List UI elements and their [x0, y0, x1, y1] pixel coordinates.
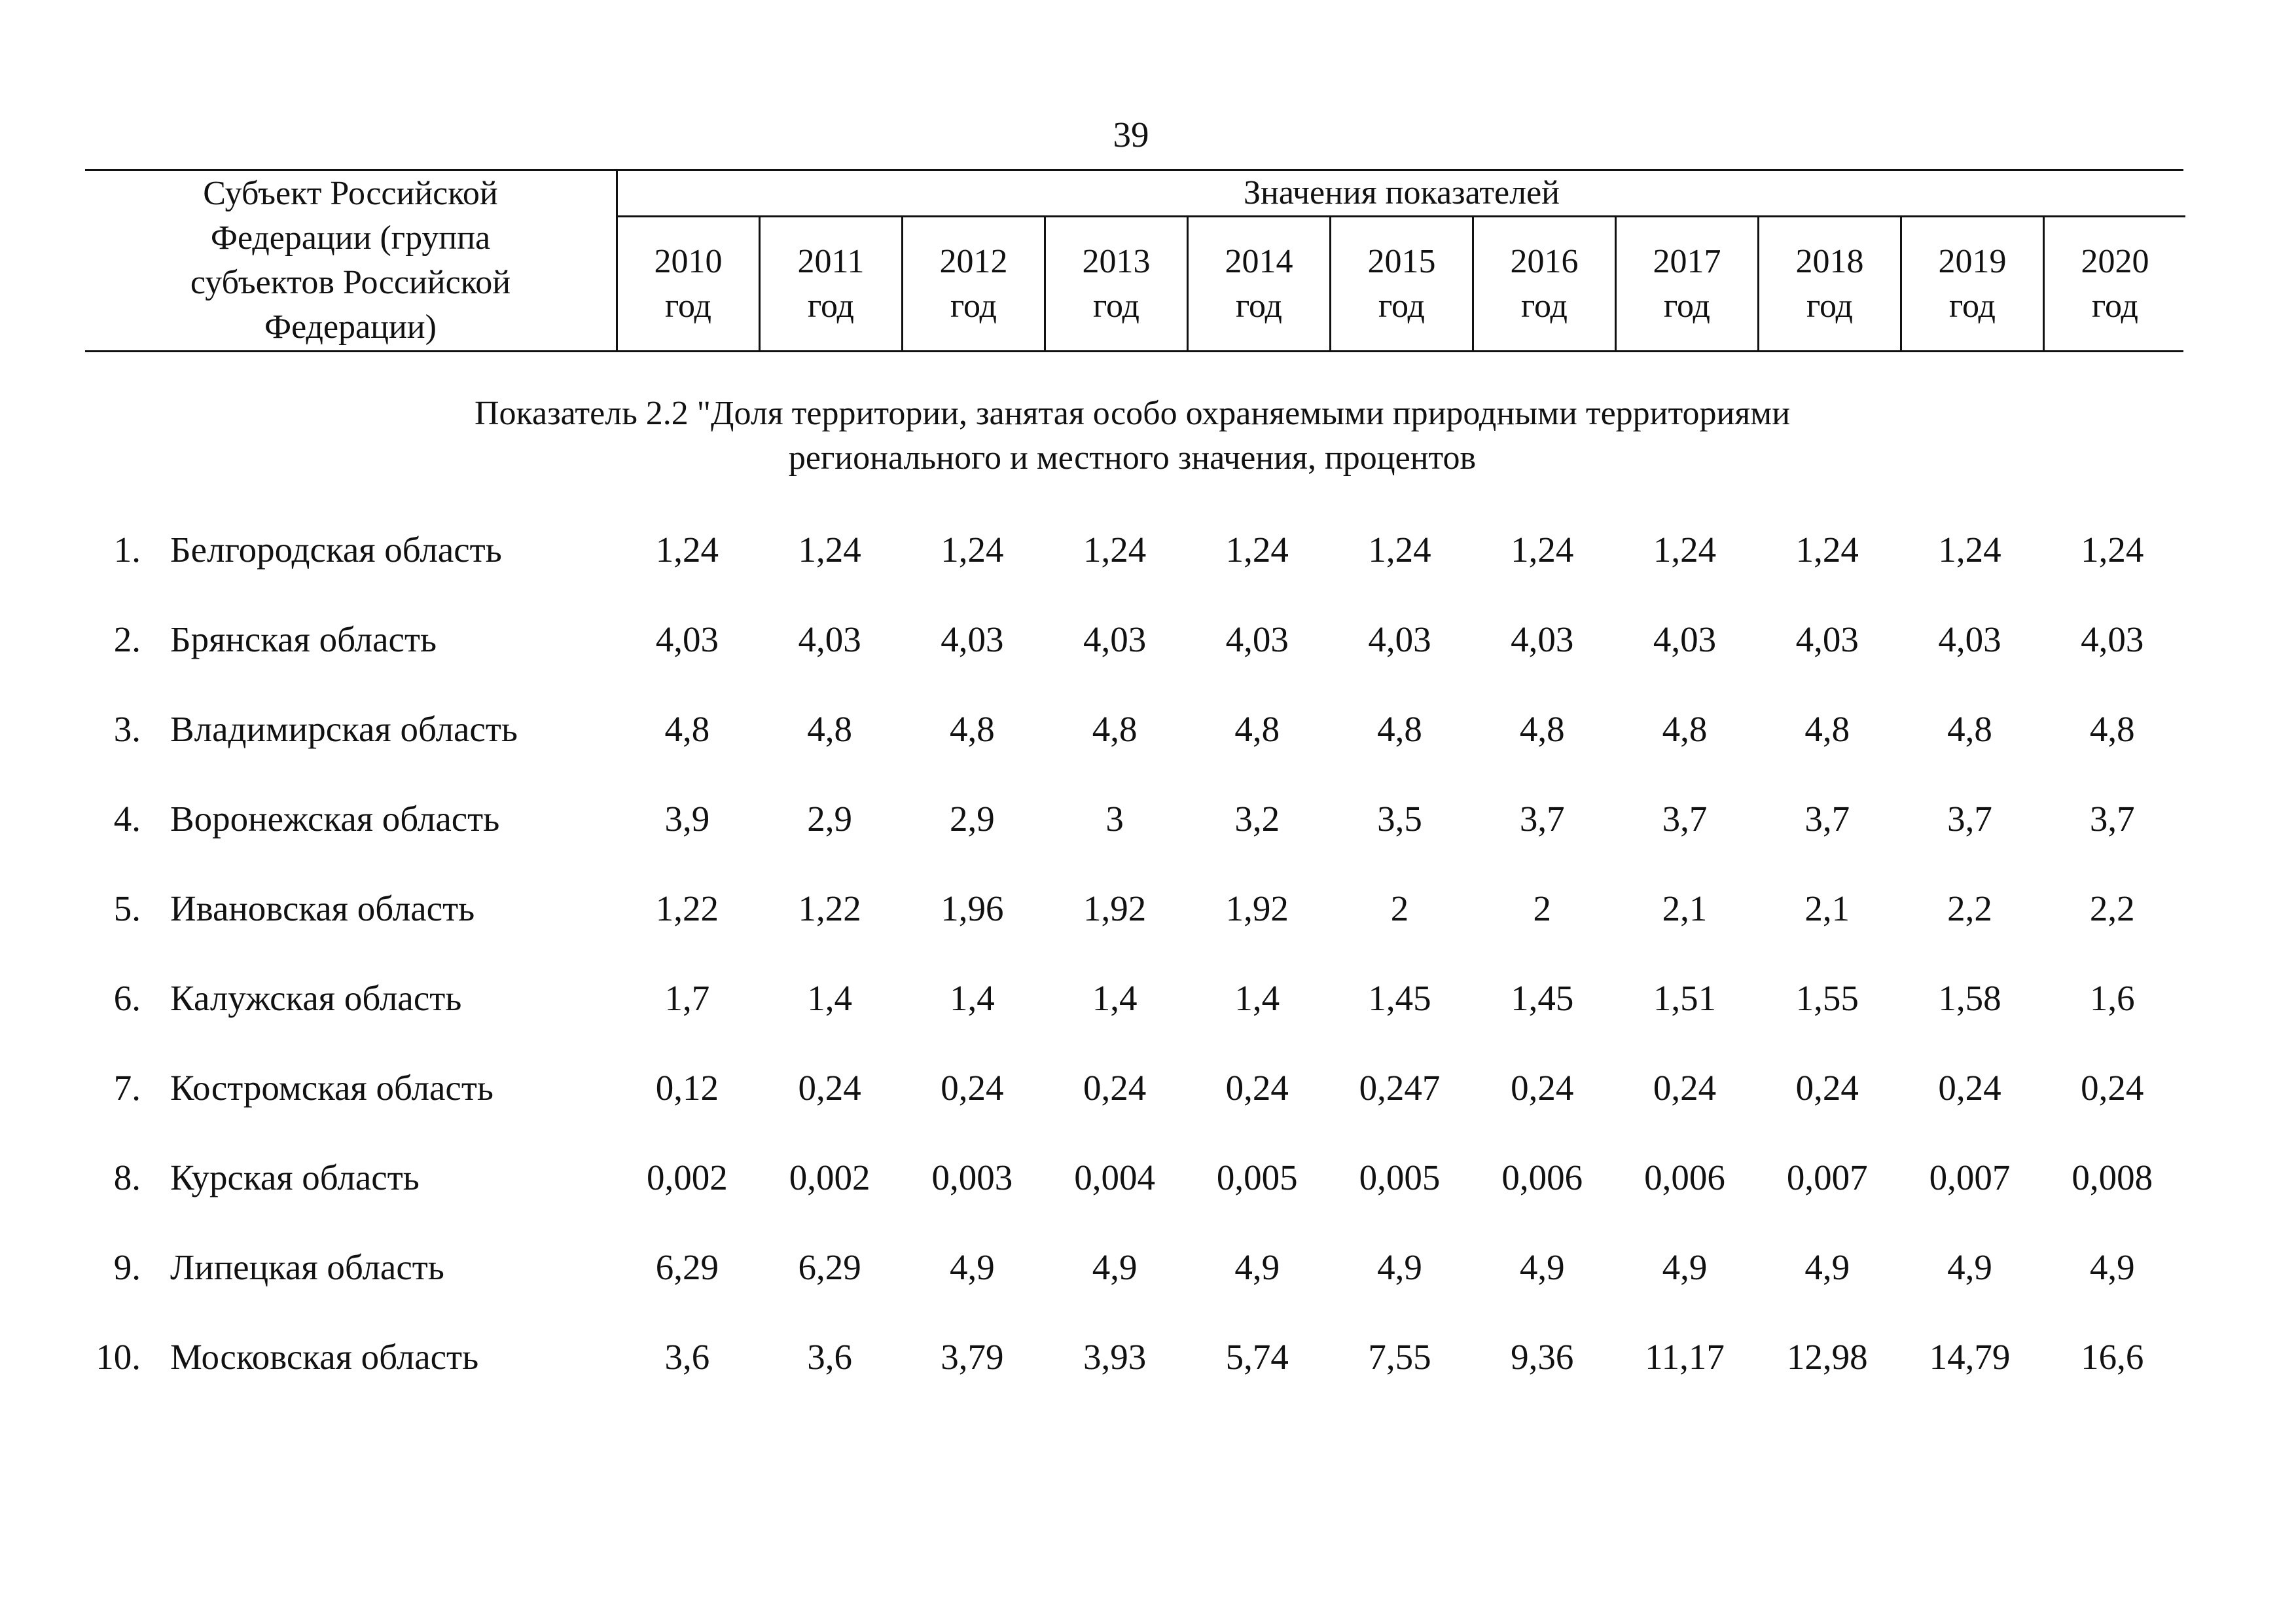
value-cell: 0,004	[1074, 1158, 1155, 1197]
value-cell: 3,7	[1519, 799, 1565, 839]
value-cell: 1,24	[1368, 530, 1431, 570]
value-cell: 3,7	[1804, 799, 1850, 839]
value-cell: 1,24	[1653, 530, 1717, 570]
value-cell: 3,9	[664, 799, 710, 839]
value-cell: 3,93	[1083, 1337, 1147, 1377]
value-cell: 1,45	[1511, 978, 1574, 1018]
value-cell: 4,03	[655, 619, 719, 659]
row-number: 9.	[113, 1247, 141, 1287]
region-name: Костромская область	[170, 1068, 493, 1108]
value-cell: 4,03	[1653, 619, 1717, 659]
year-header-cell	[901, 217, 1044, 350]
value-cell: 1,58	[1938, 978, 2001, 1018]
value-cell: 0,006	[1501, 1158, 1583, 1197]
value-cell: 2,9	[807, 799, 852, 839]
row-values	[616, 971, 2183, 1026]
row-number: 1.	[113, 530, 141, 570]
year-header-cell	[1900, 217, 2043, 350]
value-cell: 4,8	[1377, 709, 1422, 749]
value-cell: 0,24	[1083, 1068, 1147, 1108]
region-name: Московская область	[170, 1337, 479, 1377]
value-cell: 4,03	[1225, 619, 1289, 659]
value-cell: 3,7	[2089, 799, 2135, 839]
value-cell: 1,24	[1938, 530, 2001, 570]
value-cell: 1,4	[1234, 978, 1280, 1018]
value-cell: 1,92	[1225, 888, 1289, 928]
value-cell: 4,9	[1377, 1247, 1422, 1287]
value-cell: 3,5	[1377, 799, 1422, 839]
values-header-title: Значения показателей	[618, 171, 2185, 217]
value-cell: 1,24	[1083, 530, 1147, 570]
year-label: 2015	[1367, 242, 1436, 280]
value-cell: 3,6	[664, 1337, 710, 1377]
value-cell: 0,005	[1359, 1158, 1441, 1197]
value-cell: 1,4	[949, 978, 995, 1018]
value-cell: 0,24	[798, 1068, 861, 1108]
value-cell: 16,6	[2081, 1337, 2144, 1377]
value-cell: 1,24	[655, 530, 719, 570]
value-cell: 0,007	[1786, 1158, 1868, 1197]
value-cell: 3,2	[1234, 799, 1280, 839]
value-cell: 4,9	[1662, 1247, 1708, 1287]
table-row	[85, 1150, 2183, 1240]
row-values	[616, 1150, 2183, 1205]
value-cell: 1,24	[1511, 530, 1574, 570]
year-suffix: год	[1236, 287, 1282, 325]
value-cell: 2,1	[1662, 888, 1708, 928]
value-cell: 0,12	[655, 1068, 719, 1108]
value-cell: 1,7	[664, 978, 710, 1018]
value-cell: 0,24	[1511, 1068, 1574, 1108]
year-suffix: год	[1664, 287, 1710, 325]
value-cell: 4,9	[1947, 1247, 1992, 1287]
row-values	[616, 1240, 2183, 1295]
value-cell: 4,03	[1368, 619, 1431, 659]
row-values	[616, 792, 2183, 847]
year-suffix: год	[950, 287, 997, 325]
value-cell: 4,9	[1092, 1247, 1138, 1287]
value-cell: 1,92	[1083, 888, 1147, 928]
value-cell: 2,2	[2089, 888, 2135, 928]
table-row	[85, 612, 2183, 702]
value-cell: 2	[1390, 888, 1409, 928]
table-row	[85, 1330, 2183, 1419]
value-cell: 0,002	[789, 1158, 870, 1197]
year-header-cell	[1329, 217, 1472, 350]
year-header-cell	[2043, 217, 2185, 350]
value-cell: 3	[1105, 799, 1124, 839]
value-cell: 2,1	[1804, 888, 1850, 928]
year-header-cell	[618, 217, 759, 350]
value-cell: 4,9	[1234, 1247, 1280, 1287]
subject-header-line: Субъект Российской	[203, 175, 498, 212]
year-suffix: год	[2092, 287, 2138, 325]
row-number: 5.	[113, 888, 141, 928]
year-suffix: год	[808, 287, 854, 325]
value-cell: 0,24	[1938, 1068, 2001, 1108]
value-cell: 14,79	[1929, 1337, 2011, 1377]
value-cell: 4,9	[949, 1247, 995, 1287]
row-number: 7.	[113, 1068, 141, 1108]
row-number: 6.	[113, 978, 141, 1018]
value-cell: 1,4	[1092, 978, 1138, 1018]
value-cell: 1,24	[798, 530, 861, 570]
year-suffix: год	[1521, 287, 1568, 325]
value-cell: 0,24	[941, 1068, 1004, 1108]
value-cell: 0,24	[2081, 1068, 2144, 1108]
indicator-title-line: Показатель 2.2 "Доля территории, занятая особо охраняемыми природными территориями	[474, 395, 1791, 432]
value-cell: 3,7	[1947, 799, 1992, 839]
table-row	[85, 881, 2183, 971]
year-suffix: год	[1949, 287, 1996, 325]
year-header-cell	[1472, 217, 1615, 350]
value-cell: 4,8	[807, 709, 852, 749]
value-cell: 6,29	[798, 1247, 861, 1287]
value-cell: 1,24	[941, 530, 1004, 570]
values-header-block	[616, 171, 2185, 350]
table-row	[85, 702, 2183, 792]
year-header-cell	[1615, 217, 1757, 350]
table-row	[85, 522, 2183, 612]
row-number: 3.	[113, 709, 141, 749]
year-header-cell	[1757, 217, 1900, 350]
value-cell: 4,8	[1234, 709, 1280, 749]
row-number: 10.	[96, 1337, 141, 1377]
year-label: 2011	[797, 242, 865, 280]
value-cell: 3,79	[941, 1337, 1004, 1377]
value-cell: 1,55	[1795, 978, 1859, 1018]
value-cell: 4,03	[798, 619, 861, 659]
year-label: 2010	[654, 242, 723, 280]
subject-header-line: Федерации)	[264, 308, 437, 346]
value-cell: 3,6	[807, 1337, 852, 1377]
value-cell: 7,55	[1368, 1337, 1431, 1377]
year-suffix: год	[1093, 287, 1139, 325]
value-cell: 1,22	[655, 888, 719, 928]
value-cell: 0,002	[646, 1158, 728, 1197]
table-row	[85, 792, 2183, 881]
value-cell: 2	[1533, 888, 1552, 928]
value-cell: 6,29	[655, 1247, 719, 1287]
row-values	[616, 522, 2183, 577]
value-cell: 0,008	[2072, 1158, 2153, 1197]
subject-header-line: субъектов Российской	[190, 264, 511, 301]
year-suffix: год	[1806, 287, 1853, 325]
value-cell: 0,24	[1225, 1068, 1289, 1108]
year-suffix: год	[665, 287, 711, 325]
data-table-body	[85, 522, 2183, 1419]
row-values	[616, 612, 2183, 667]
value-cell: 0,006	[1644, 1158, 1725, 1197]
region-name: Липецкая область	[170, 1247, 444, 1287]
value-cell: 4,03	[1938, 619, 2001, 659]
year-header-cell	[1044, 217, 1187, 350]
value-cell: 4,8	[1947, 709, 1992, 749]
region-name: Ивановская область	[170, 888, 475, 928]
region-name: Владимирская область	[170, 709, 518, 749]
year-label: 2020	[2081, 242, 2149, 280]
region-name: Курская область	[170, 1158, 420, 1197]
year-header-cell	[759, 217, 901, 350]
year-label: 2019	[1938, 242, 2007, 280]
value-cell: 0,24	[1653, 1068, 1717, 1108]
value-cell: 0,24	[1795, 1068, 1859, 1108]
year-label: 2017	[1653, 242, 1721, 280]
value-cell: 9,36	[1511, 1337, 1574, 1377]
value-cell: 4,9	[1519, 1247, 1565, 1287]
region-name: Брянская область	[170, 619, 437, 659]
subject-column-header	[85, 171, 616, 350]
value-cell: 12,98	[1786, 1337, 1868, 1377]
table-header	[85, 169, 2183, 352]
table-row	[85, 1240, 2183, 1330]
years-header-row	[618, 217, 2185, 350]
row-values	[616, 1330, 2183, 1385]
indicator-title-line: регионального и местного значения, процентов	[788, 439, 1477, 477]
value-cell: 0,003	[931, 1158, 1013, 1197]
value-cell: 11,17	[1645, 1337, 1725, 1377]
value-cell: 1,96	[941, 888, 1004, 928]
value-cell: 0,005	[1216, 1158, 1298, 1197]
value-cell: 1,4	[807, 978, 852, 1018]
value-cell: 1,24	[1225, 530, 1289, 570]
year-label: 2012	[939, 242, 1008, 280]
value-cell: 2,9	[949, 799, 995, 839]
row-number: 4.	[113, 799, 141, 839]
region-name: Белгородская область	[170, 530, 502, 570]
subject-header-line: Федерации (группа	[210, 219, 491, 257]
region-name: Воронежская область	[170, 799, 500, 839]
row-values	[616, 881, 2183, 936]
year-label: 2016	[1510, 242, 1579, 280]
value-cell: 3,7	[1662, 799, 1708, 839]
value-cell: 0,007	[1929, 1158, 2011, 1197]
value-cell: 4,8	[2089, 709, 2135, 749]
value-cell: 2,2	[1947, 888, 1992, 928]
value-cell: 1,22	[798, 888, 861, 928]
value-cell: 4,9	[1804, 1247, 1850, 1287]
region-name: Калужская область	[170, 978, 462, 1018]
value-cell: 1,24	[1795, 530, 1859, 570]
year-suffix: год	[1378, 287, 1425, 325]
year-label: 2018	[1795, 242, 1864, 280]
value-cell: 4,8	[1804, 709, 1850, 749]
value-cell: 4,03	[1511, 619, 1574, 659]
value-cell: 4,03	[2081, 619, 2144, 659]
value-cell: 0,247	[1359, 1068, 1441, 1108]
row-values	[616, 702, 2183, 757]
table-row	[85, 971, 2183, 1061]
value-cell: 4,8	[949, 709, 995, 749]
value-cell: 1,6	[2089, 978, 2135, 1018]
value-cell: 4,8	[664, 709, 710, 749]
value-cell: 4,03	[1083, 619, 1147, 659]
value-cell: 4,03	[1795, 619, 1859, 659]
value-cell: 5,74	[1225, 1337, 1289, 1377]
value-cell: 4,8	[1519, 709, 1565, 749]
row-values	[616, 1061, 2183, 1116]
year-label: 2014	[1225, 242, 1293, 280]
table-row	[85, 1061, 2183, 1150]
value-cell: 4,8	[1662, 709, 1708, 749]
row-number: 2.	[113, 619, 141, 659]
row-number: 8.	[113, 1158, 141, 1197]
value-cell: 4,03	[941, 619, 1004, 659]
value-cell: 1,45	[1368, 978, 1431, 1018]
page-number: 39	[1113, 115, 1149, 155]
indicator-title	[196, 392, 2068, 481]
value-cell: 1,51	[1653, 978, 1717, 1018]
year-header-cell	[1187, 217, 1329, 350]
value-cell: 4,8	[1092, 709, 1138, 749]
year-label: 2013	[1082, 242, 1151, 280]
value-cell: 1,24	[2081, 530, 2144, 570]
value-cell: 4,9	[2089, 1247, 2135, 1287]
